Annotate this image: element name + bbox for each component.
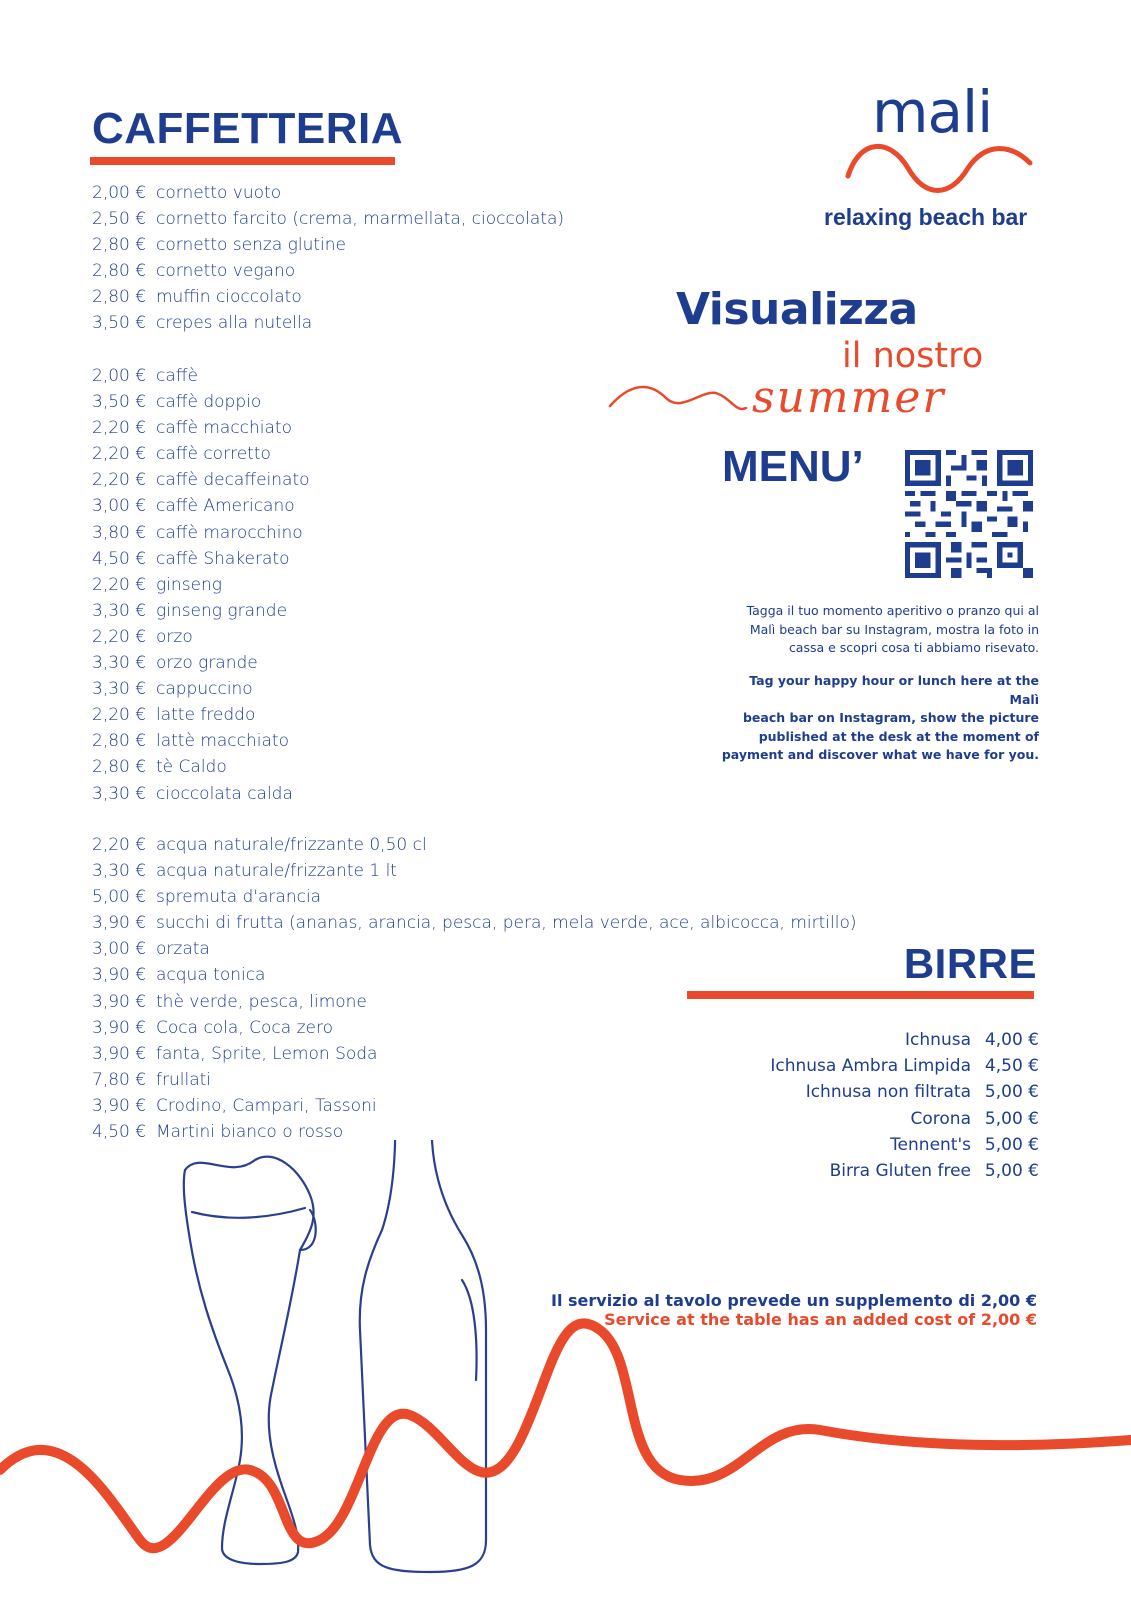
logo: [820, 78, 1050, 243]
beer-item-price: 5,00 €: [984, 1160, 1039, 1181]
menu-item-price: 3,30 €: [92, 679, 147, 700]
menu-item-price: 3,90 €: [92, 991, 147, 1012]
menu-item-name: ginseng: [156, 574, 222, 595]
menu-item-name: caffè Americano: [156, 496, 295, 517]
menu-item-name: cornetto senza glutine: [156, 235, 346, 256]
menu-item-name: cornetto vuoto: [156, 183, 282, 203]
promo-text-it: Tagga il tuo momento aperitivo o pranzo qui al Malì beach bar su Instagram, mostra la foto in cassa e scopri cosa ti abbiamo risevato.: [746, 603, 1039, 655]
logo-tagline: relaxing beach bar: [824, 204, 1028, 230]
menu-item-price: 2,20 €: [92, 470, 147, 491]
menu-item-name: orzo: [156, 626, 193, 647]
menu-item-name: caffè Shakerato: [156, 548, 290, 569]
menu-item-name: orzo grande: [156, 653, 258, 674]
promo-menu: MENU’: [722, 442, 864, 491]
menu-item-name: frullati: [156, 1069, 212, 1090]
menu-item-price: 7,80 €: [92, 1069, 147, 1090]
menu-item-name: acqua naturale/frizzante 1 lt: [156, 861, 397, 882]
promo-visualizza: Visualizza: [676, 284, 918, 335]
menu-item: [92, 858, 857, 884]
menu-item: [92, 546, 310, 572]
beer-item: [679, 1053, 1039, 1079]
menu-item-price: 2,20 €: [92, 835, 147, 855]
menu-item-price: 3,90 €: [92, 965, 147, 986]
menu-item-price: 3,00 €: [92, 939, 147, 960]
menu-item-name: orzata: [156, 939, 210, 960]
menu-item-name: cioccolata calda: [156, 783, 293, 804]
menu-item-price: 3,30 €: [92, 600, 147, 621]
menu-item-name: caffè macchiato: [156, 418, 292, 439]
menu-item-price: 3,50 €: [92, 392, 147, 413]
beer-item-price: 5,00 €: [984, 1108, 1039, 1129]
menu-item-price: 2,00 €: [92, 183, 147, 203]
menu-item-name: Coca cola, Coca zero: [156, 1017, 333, 1038]
caffetteria-underline: [90, 157, 395, 165]
bottom-wave-icon: [0, 1323, 1131, 1548]
menu-item-name: cappuccino: [156, 679, 253, 700]
menu-item-name: ginseng grande: [156, 600, 288, 621]
menu-item: [92, 572, 310, 598]
menu-item: [92, 310, 564, 336]
menu-item-price: 2,20 €: [92, 418, 147, 439]
menu-item-name: cornetto farcito (crema, marmellata, cioccolata): [156, 209, 565, 230]
beer-item-price: 5,00 €: [984, 1134, 1039, 1155]
birre-underline: [687, 991, 1034, 999]
beer-item-name: Tennent's: [890, 1134, 971, 1155]
beer-item: [679, 1027, 1039, 1053]
menu-item: [92, 493, 310, 519]
beer-illustration: [0, 1140, 1131, 1600]
promo-il-nostro: il nostro: [842, 336, 984, 376]
beer-item-name: Birra Gluten free: [829, 1160, 971, 1181]
menu-item: [92, 728, 310, 754]
caffetteria-title: CAFFETTERIA: [92, 104, 404, 153]
menu-item: [92, 884, 857, 910]
menu-group-pastries: [92, 180, 564, 337]
menu-item-price: 2,80 €: [92, 757, 147, 778]
menu-item-name: acqua tonica: [156, 965, 266, 986]
menu-item-price: 2,80 €: [92, 731, 147, 752]
menu-item-name: fanta, Sprite, Lemon Soda: [156, 1043, 378, 1064]
menu-item: [92, 415, 310, 441]
menu-item: [92, 650, 310, 676]
menu-item-price: 3,90 €: [92, 1095, 147, 1116]
service-note-it: Il servizio al tavolo prevede un supplemento di 2,00 €: [551, 1291, 1037, 1310]
logo-wordmark: mali: [872, 78, 993, 146]
service-note-en: Service at the table has an added cost of 2,00 €: [604, 1310, 1037, 1329]
menu-item-price: 4,50 €: [92, 548, 147, 569]
menu-item-name: muffin cioccolato: [156, 287, 302, 308]
menu-item-price: 3,30 €: [92, 861, 147, 882]
promo-text-en: Tag your happy hour or lunch here at the Malì beach bar on Instagram, show the picture published at the desk at the moment of payment and discover what we have for you.: [721, 673, 1039, 762]
menu-item-name: tè Caldo: [156, 757, 227, 778]
menu-item-name: lattè macchiato: [156, 731, 289, 752]
menu-item: [92, 206, 564, 232]
menu-item: [92, 702, 310, 728]
beer-item-name: Corona: [910, 1108, 971, 1129]
menu-item-price: 3,90 €: [92, 913, 147, 934]
menu-item-price: 2,00 €: [92, 366, 147, 386]
menu-item-price: 3,90 €: [92, 1017, 147, 1038]
menu-item: [92, 389, 310, 415]
beer-item-name: Ichnusa non filtrata: [805, 1082, 971, 1103]
menu-item-price: 2,20 €: [92, 626, 147, 647]
menu-item-price: 3,00 €: [92, 496, 147, 517]
menu-item-price: 3,30 €: [92, 783, 147, 804]
menu-item: [92, 936, 857, 962]
menu-item: [92, 180, 564, 206]
menu-item-price: 2,80 €: [92, 261, 147, 282]
menu-item: [92, 258, 564, 284]
beer-bottle-icon: [360, 1140, 486, 1572]
menu-item-name: latte freddo: [156, 705, 256, 726]
menu-item-name: caffè marocchino: [156, 522, 303, 543]
menu-item: [92, 624, 310, 650]
promo-summer-script: summer: [752, 372, 946, 423]
menu-group-coffee: [92, 363, 310, 807]
menu-item: [92, 781, 310, 807]
menu-item: [92, 520, 310, 546]
menu-item-price: 2,20 €: [92, 444, 147, 465]
menu-item-price: 4,50 €: [92, 1122, 147, 1143]
menu-item-price: 3,50 €: [92, 313, 147, 334]
menu-item-price: 3,30 €: [92, 653, 147, 674]
menu-item: [92, 676, 310, 702]
menu-item: [92, 232, 564, 258]
menu-item-name: caffè corretto: [156, 444, 271, 465]
menu-item-price: 2,20 €: [92, 574, 147, 595]
beer-item-price: 4,00 €: [984, 1030, 1039, 1050]
menu-item-name: spremuta d'arancia: [156, 887, 322, 908]
menu-item: [92, 441, 310, 467]
menu-item-price: 3,80 €: [92, 522, 147, 543]
menu-item: [92, 363, 310, 389]
menu-item-name: caffè doppio: [156, 392, 262, 413]
menu-item: [92, 832, 857, 858]
menu-item-price: 3,90 €: [92, 1043, 147, 1064]
menu-item-name: caffè: [156, 366, 198, 386]
menu-item: [92, 910, 857, 936]
menu-item-name: Crodino, Campari, Tassoni: [156, 1095, 377, 1116]
qr-code[interactable]: [905, 450, 1033, 578]
menu-item-name: caffè decaffeinato: [156, 470, 310, 491]
menu-item-price: 5,00 €: [92, 887, 147, 908]
birre-title: BIRRE: [903, 940, 1037, 987]
beer-item-price: 5,00 €: [984, 1082, 1039, 1103]
menu-item: [92, 467, 310, 493]
beer-item: [679, 1106, 1039, 1132]
menu-item-name: thè verde, pesca, limone: [156, 991, 367, 1012]
menu-item-name: cornetto vegano: [156, 261, 296, 282]
beer-item: [679, 1079, 1039, 1105]
menu-item-price: 2,80 €: [92, 287, 147, 308]
menu-item: [92, 598, 310, 624]
menu-item: [92, 284, 564, 310]
logo-wave-icon: [820, 138, 1050, 208]
menu-item-name: succhi di frutta (ananas, arancia, pesca, pera, mela verde, ace, albicocca, mirtillo): [156, 913, 857, 934]
menu-item-name: Martini bianco o rosso: [156, 1122, 344, 1143]
beer-item-price: 4,50 €: [984, 1056, 1039, 1077]
beer-item-name: Ichnusa Ambra Limpida: [770, 1056, 971, 1077]
menu-item-name: crepes alla nutella: [156, 313, 313, 334]
menu-item-price: 2,50 €: [92, 209, 147, 230]
menu-item-price: 2,20 €: [92, 705, 147, 726]
menu-item-name: acqua naturale/frizzante 0,50 cl: [156, 835, 427, 855]
menu-item: [92, 962, 857, 988]
menu-item-price: 2,80 €: [92, 235, 147, 256]
beer-item-name: Ichnusa: [905, 1030, 971, 1050]
menu-item: [92, 754, 310, 780]
